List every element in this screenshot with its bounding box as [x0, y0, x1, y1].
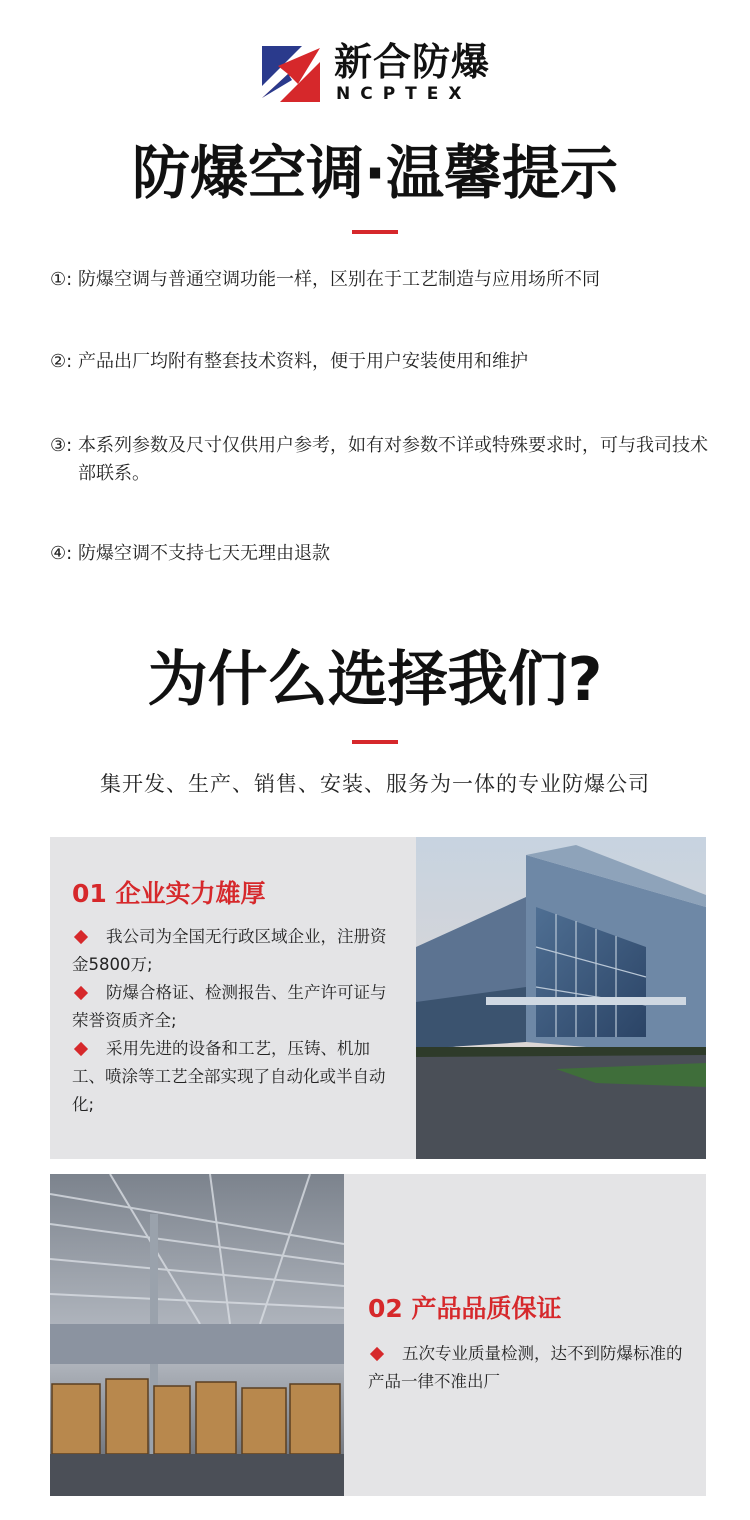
brand-logo: [258, 38, 498, 110]
feature-card-quality: [50, 1174, 706, 1496]
tip-item: [50, 266, 710, 294]
card-title: 01 企业实力雄厚: [72, 879, 266, 908]
tip-number: ①:: [50, 269, 73, 290]
title-divider: [352, 230, 398, 234]
card-bullet: [72, 1035, 402, 1119]
card-title: 02 产品品质保证: [368, 1294, 562, 1323]
brand-name-en: NCPTEX: [336, 84, 472, 104]
card-bullet-text: 我公司为全国无行政区域企业，注册资金5800万;: [72, 927, 387, 974]
card-bullet-text: 防爆合格证、检测报告、生产许可证与荣誉资质齐全;: [72, 983, 387, 1030]
brand-name-cn: 新合防爆: [334, 40, 491, 84]
card-bullet-list: [368, 1340, 698, 1396]
tip-text: 产品出厂均附有整套技术资料，便于用户安装使用和维护: [78, 351, 528, 372]
tip-text: 本系列参数及尺寸仅供用户参考，如有对参数不详或特殊要求时，可与我司技术部联系。: [78, 435, 708, 484]
logo-mark-icon: [258, 40, 324, 106]
diamond-bullet-icon: [370, 1346, 384, 1360]
warehouse-image: [50, 1174, 344, 1496]
tip-number: ④:: [50, 543, 73, 564]
diamond-bullet-icon: [74, 929, 88, 943]
why-us-title: 为什么选择我们?: [147, 645, 603, 715]
tip-number: ③:: [50, 435, 73, 456]
card-bullet-list: [72, 923, 402, 1119]
card-bullet-text: 五次专业质量检测，达不到防爆标准的产品一律不准出厂: [368, 1344, 683, 1391]
tip-text: 防爆空调不支持七天无理由退款: [78, 543, 330, 564]
tip-text: 防爆空调与普通空调功能一样，区别在于工艺制造与应用场所不同: [78, 269, 600, 290]
feature-card-strength: [50, 837, 706, 1159]
card-bullet: [72, 923, 402, 979]
diamond-bullet-icon: [74, 1041, 88, 1055]
factory-building-image: [416, 837, 706, 1159]
card-bullet: [368, 1340, 698, 1396]
why-us-subtitle: 集开发、生产、销售、安装、服务为一体的专业防爆公司: [100, 772, 650, 796]
card-bullet: [72, 979, 402, 1035]
tip-item: [50, 540, 710, 568]
title-divider: [352, 740, 398, 744]
tip-number: ②:: [50, 351, 73, 372]
tips-title: 防爆空调·温馨提示: [131, 139, 619, 207]
tip-item: [50, 432, 710, 488]
diamond-bullet-icon: [74, 985, 88, 999]
tip-item: [50, 348, 710, 376]
card-bullet-text: 采用先进的设备和工艺，压铸、机加工、喷涂等工艺全部实现了自动化或半自动化;: [72, 1039, 386, 1114]
